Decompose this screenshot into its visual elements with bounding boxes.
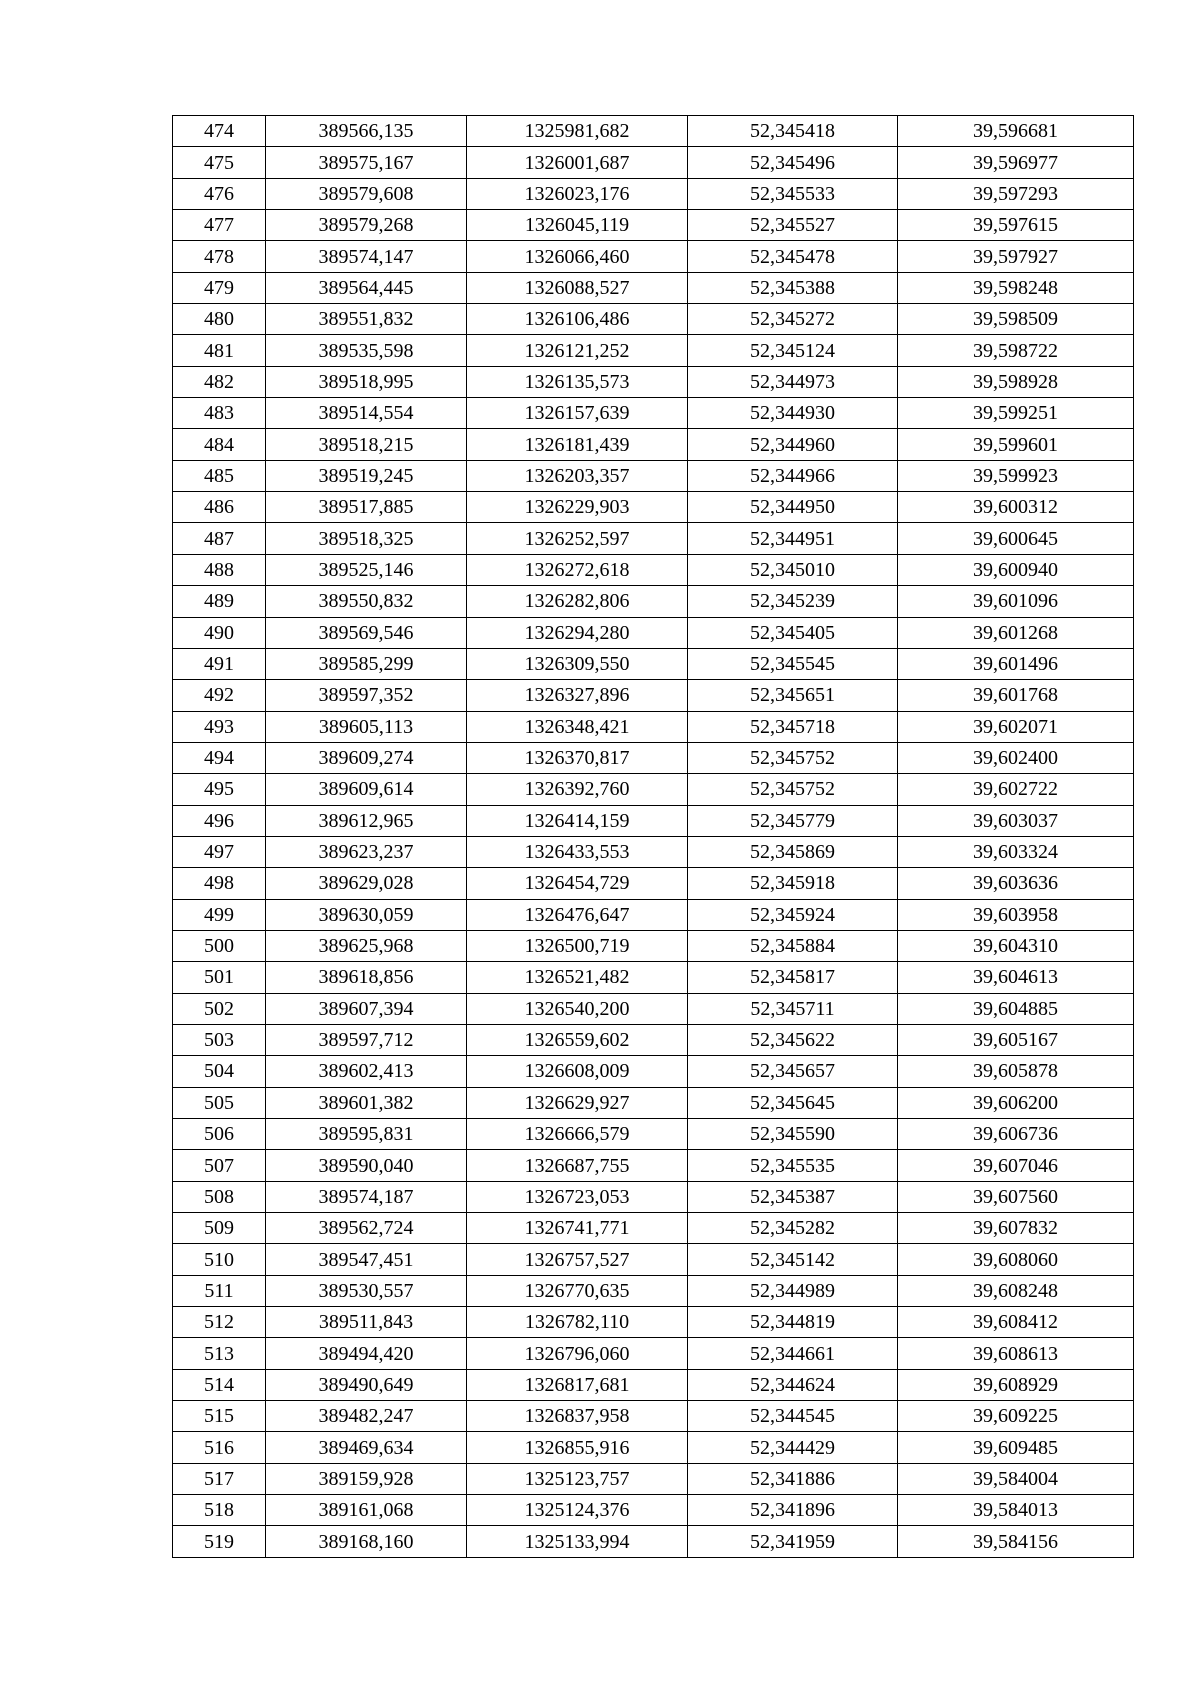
point-number-cell: 477 <box>173 210 266 241</box>
point-number-cell: 512 <box>173 1307 266 1338</box>
longitude-cell: 39,608248 <box>898 1275 1134 1306</box>
x-coordinate-cell: 389562,724 <box>266 1213 467 1244</box>
longitude-cell: 39,602722 <box>898 774 1134 805</box>
point-number-cell: 505 <box>173 1087 266 1118</box>
y-coordinate-cell: 1326855,916 <box>467 1432 688 1463</box>
longitude-cell: 39,606736 <box>898 1119 1134 1150</box>
coordinates-table-body <box>173 116 1134 1558</box>
table-row <box>173 523 1134 554</box>
latitude-cell: 52,345535 <box>688 1150 898 1181</box>
point-number-cell: 502 <box>173 993 266 1024</box>
table-row <box>173 868 1134 899</box>
x-coordinate-cell: 389564,445 <box>266 272 467 303</box>
latitude-cell: 52,341896 <box>688 1495 898 1526</box>
point-number-cell: 480 <box>173 304 266 335</box>
longitude-cell: 39,607832 <box>898 1213 1134 1244</box>
point-number-cell: 495 <box>173 774 266 805</box>
table-row <box>173 711 1134 742</box>
y-coordinate-cell: 1326666,579 <box>467 1119 688 1150</box>
point-number-cell: 497 <box>173 836 266 867</box>
x-coordinate-cell: 389590,040 <box>266 1150 467 1181</box>
y-coordinate-cell: 1326392,760 <box>467 774 688 805</box>
longitude-cell: 39,604885 <box>898 993 1134 1024</box>
longitude-cell: 39,599251 <box>898 398 1134 429</box>
table-row <box>173 1369 1134 1400</box>
table-row <box>173 617 1134 648</box>
point-number-cell: 496 <box>173 805 266 836</box>
latitude-cell: 52,344960 <box>688 429 898 460</box>
longitude-cell: 39,604310 <box>898 930 1134 961</box>
x-coordinate-cell: 389579,608 <box>266 178 467 209</box>
y-coordinate-cell: 1326282,806 <box>467 586 688 617</box>
y-coordinate-cell: 1326088,527 <box>467 272 688 303</box>
point-number-cell: 485 <box>173 460 266 491</box>
x-coordinate-cell: 389609,274 <box>266 742 467 773</box>
longitude-cell: 39,599601 <box>898 429 1134 460</box>
longitude-cell: 39,603636 <box>898 868 1134 899</box>
table-row <box>173 680 1134 711</box>
longitude-cell: 39,584156 <box>898 1526 1134 1557</box>
y-coordinate-cell: 1326121,252 <box>467 335 688 366</box>
y-coordinate-cell: 1326045,119 <box>467 210 688 241</box>
longitude-cell: 39,609225 <box>898 1401 1134 1432</box>
x-coordinate-cell: 389595,831 <box>266 1119 467 1150</box>
table-row <box>173 116 1134 147</box>
x-coordinate-cell: 389518,215 <box>266 429 467 460</box>
table-row <box>173 1181 1134 1212</box>
point-number-cell: 482 <box>173 366 266 397</box>
longitude-cell: 39,608613 <box>898 1338 1134 1369</box>
latitude-cell: 52,344429 <box>688 1432 898 1463</box>
latitude-cell: 52,345282 <box>688 1213 898 1244</box>
longitude-cell: 39,596681 <box>898 116 1134 147</box>
y-coordinate-cell: 1326203,357 <box>467 460 688 491</box>
latitude-cell: 52,344545 <box>688 1401 898 1432</box>
y-coordinate-cell: 1326559,602 <box>467 1024 688 1055</box>
longitude-cell: 39,603037 <box>898 805 1134 836</box>
x-coordinate-cell: 389618,856 <box>266 962 467 993</box>
table-row <box>173 272 1134 303</box>
y-coordinate-cell: 1326741,771 <box>467 1213 688 1244</box>
x-coordinate-cell: 389630,059 <box>266 899 467 930</box>
table-row <box>173 1338 1134 1369</box>
latitude-cell: 52,344624 <box>688 1369 898 1400</box>
table-row <box>173 1213 1134 1244</box>
longitude-cell: 39,598928 <box>898 366 1134 397</box>
x-coordinate-cell: 389574,187 <box>266 1181 467 1212</box>
longitude-cell: 39,600645 <box>898 523 1134 554</box>
table-row <box>173 899 1134 930</box>
longitude-cell: 39,599923 <box>898 460 1134 491</box>
table-row <box>173 492 1134 523</box>
point-number-cell: 491 <box>173 648 266 679</box>
point-number-cell: 493 <box>173 711 266 742</box>
y-coordinate-cell: 1326272,618 <box>467 554 688 585</box>
x-coordinate-cell: 389518,995 <box>266 366 467 397</box>
point-number-cell: 483 <box>173 398 266 429</box>
table-row <box>173 648 1134 679</box>
latitude-cell: 52,345527 <box>688 210 898 241</box>
point-number-cell: 506 <box>173 1119 266 1150</box>
point-number-cell: 479 <box>173 272 266 303</box>
y-coordinate-cell: 1326181,439 <box>467 429 688 460</box>
longitude-cell: 39,584004 <box>898 1463 1134 1494</box>
table-row <box>173 1119 1134 1150</box>
point-number-cell: 513 <box>173 1338 266 1369</box>
x-coordinate-cell: 389623,237 <box>266 836 467 867</box>
table-row <box>173 1056 1134 1087</box>
latitude-cell: 52,345869 <box>688 836 898 867</box>
x-coordinate-cell: 389569,546 <box>266 617 467 648</box>
longitude-cell: 39,601496 <box>898 648 1134 679</box>
latitude-cell: 52,345545 <box>688 648 898 679</box>
y-coordinate-cell: 1326757,527 <box>467 1244 688 1275</box>
longitude-cell: 39,606200 <box>898 1087 1134 1118</box>
latitude-cell: 52,345387 <box>688 1181 898 1212</box>
y-coordinate-cell: 1326454,729 <box>467 868 688 899</box>
point-number-cell: 474 <box>173 116 266 147</box>
longitude-cell: 39,602071 <box>898 711 1134 742</box>
y-coordinate-cell: 1326229,903 <box>467 492 688 523</box>
y-coordinate-cell: 1326135,573 <box>467 366 688 397</box>
table-row <box>173 241 1134 272</box>
longitude-cell: 39,597293 <box>898 178 1134 209</box>
x-coordinate-cell: 389159,928 <box>266 1463 467 1494</box>
y-coordinate-cell: 1326837,958 <box>467 1401 688 1432</box>
point-number-cell: 475 <box>173 147 266 178</box>
x-coordinate-cell: 389551,832 <box>266 304 467 335</box>
longitude-cell: 39,607560 <box>898 1181 1134 1212</box>
y-coordinate-cell: 1326500,719 <box>467 930 688 961</box>
x-coordinate-cell: 389490,649 <box>266 1369 467 1400</box>
x-coordinate-cell: 389601,382 <box>266 1087 467 1118</box>
y-coordinate-cell: 1326252,597 <box>467 523 688 554</box>
longitude-cell: 39,601768 <box>898 680 1134 711</box>
y-coordinate-cell: 1326433,553 <box>467 836 688 867</box>
y-coordinate-cell: 1326348,421 <box>467 711 688 742</box>
point-number-cell: 515 <box>173 1401 266 1432</box>
x-coordinate-cell: 389597,352 <box>266 680 467 711</box>
point-number-cell: 499 <box>173 899 266 930</box>
x-coordinate-cell: 389609,614 <box>266 774 467 805</box>
x-coordinate-cell: 389602,413 <box>266 1056 467 1087</box>
table-row <box>173 586 1134 617</box>
latitude-cell: 52,345388 <box>688 272 898 303</box>
x-coordinate-cell: 389161,068 <box>266 1495 467 1526</box>
table-row <box>173 836 1134 867</box>
y-coordinate-cell: 1326066,460 <box>467 241 688 272</box>
y-coordinate-cell: 1326629,927 <box>467 1087 688 1118</box>
y-coordinate-cell: 1326687,755 <box>467 1150 688 1181</box>
point-number-cell: 486 <box>173 492 266 523</box>
latitude-cell: 52,345718 <box>688 711 898 742</box>
x-coordinate-cell: 389629,028 <box>266 868 467 899</box>
longitude-cell: 39,598248 <box>898 272 1134 303</box>
point-number-cell: 503 <box>173 1024 266 1055</box>
y-coordinate-cell: 1326294,280 <box>467 617 688 648</box>
latitude-cell: 52,344973 <box>688 366 898 397</box>
y-coordinate-cell: 1326782,110 <box>467 1307 688 1338</box>
longitude-cell: 39,596977 <box>898 147 1134 178</box>
longitude-cell: 39,598509 <box>898 304 1134 335</box>
latitude-cell: 52,344950 <box>688 492 898 523</box>
x-coordinate-cell: 389547,451 <box>266 1244 467 1275</box>
y-coordinate-cell: 1325123,757 <box>467 1463 688 1494</box>
point-number-cell: 487 <box>173 523 266 554</box>
point-number-cell: 507 <box>173 1150 266 1181</box>
latitude-cell: 52,344930 <box>688 398 898 429</box>
point-number-cell: 476 <box>173 178 266 209</box>
longitude-cell: 39,609485 <box>898 1432 1134 1463</box>
latitude-cell: 52,344966 <box>688 460 898 491</box>
x-coordinate-cell: 389607,394 <box>266 993 467 1024</box>
x-coordinate-cell: 389535,598 <box>266 335 467 366</box>
longitude-cell: 39,605878 <box>898 1056 1134 1087</box>
table-row <box>173 1275 1134 1306</box>
y-coordinate-cell: 1326770,635 <box>467 1275 688 1306</box>
point-number-cell: 508 <box>173 1181 266 1212</box>
longitude-cell: 39,597615 <box>898 210 1134 241</box>
latitude-cell: 52,345622 <box>688 1024 898 1055</box>
latitude-cell: 52,345124 <box>688 335 898 366</box>
table-row <box>173 1401 1134 1432</box>
y-coordinate-cell: 1326001,687 <box>467 147 688 178</box>
table-row <box>173 178 1134 209</box>
y-coordinate-cell: 1326023,176 <box>467 178 688 209</box>
table-row <box>173 210 1134 241</box>
longitude-cell: 39,602400 <box>898 742 1134 773</box>
table-row <box>173 147 1134 178</box>
longitude-cell: 39,604613 <box>898 962 1134 993</box>
longitude-cell: 39,603324 <box>898 836 1134 867</box>
point-number-cell: 510 <box>173 1244 266 1275</box>
y-coordinate-cell: 1326817,681 <box>467 1369 688 1400</box>
latitude-cell: 52,345918 <box>688 868 898 899</box>
y-coordinate-cell: 1326309,550 <box>467 648 688 679</box>
latitude-cell: 52,345817 <box>688 962 898 993</box>
point-number-cell: 509 <box>173 1213 266 1244</box>
latitude-cell: 52,345884 <box>688 930 898 961</box>
x-coordinate-cell: 389519,245 <box>266 460 467 491</box>
table-row <box>173 742 1134 773</box>
table-row <box>173 460 1134 491</box>
latitude-cell: 52,345752 <box>688 774 898 805</box>
table-row <box>173 930 1134 961</box>
latitude-cell: 52,344951 <box>688 523 898 554</box>
x-coordinate-cell: 389514,554 <box>266 398 467 429</box>
table-row <box>173 335 1134 366</box>
x-coordinate-cell: 389585,299 <box>266 648 467 679</box>
point-number-cell: 478 <box>173 241 266 272</box>
longitude-cell: 39,605167 <box>898 1024 1134 1055</box>
x-coordinate-cell: 389525,146 <box>266 554 467 585</box>
latitude-cell: 52,345651 <box>688 680 898 711</box>
latitude-cell: 52,344819 <box>688 1307 898 1338</box>
latitude-cell: 52,345779 <box>688 805 898 836</box>
point-number-cell: 494 <box>173 742 266 773</box>
y-coordinate-cell: 1326476,647 <box>467 899 688 930</box>
table-row <box>173 1526 1134 1557</box>
y-coordinate-cell: 1325124,376 <box>467 1495 688 1526</box>
y-coordinate-cell: 1326106,486 <box>467 304 688 335</box>
table-row <box>173 993 1134 1024</box>
point-number-cell: 484 <box>173 429 266 460</box>
longitude-cell: 39,598722 <box>898 335 1134 366</box>
latitude-cell: 52,345418 <box>688 116 898 147</box>
table-row <box>173 1432 1134 1463</box>
x-coordinate-cell: 389494,420 <box>266 1338 467 1369</box>
table-row <box>173 805 1134 836</box>
table-row <box>173 304 1134 335</box>
latitude-cell: 52,345272 <box>688 304 898 335</box>
table-row <box>173 1087 1134 1118</box>
longitude-cell: 39,600940 <box>898 554 1134 585</box>
table-row <box>173 1495 1134 1526</box>
point-number-cell: 481 <box>173 335 266 366</box>
table-row <box>173 366 1134 397</box>
point-number-cell: 516 <box>173 1432 266 1463</box>
latitude-cell: 52,345752 <box>688 742 898 773</box>
table-row <box>173 1307 1134 1338</box>
longitude-cell: 39,607046 <box>898 1150 1134 1181</box>
x-coordinate-cell: 389612,965 <box>266 805 467 836</box>
point-number-cell: 492 <box>173 680 266 711</box>
latitude-cell: 52,345590 <box>688 1119 898 1150</box>
y-coordinate-cell: 1325981,682 <box>467 116 688 147</box>
table-row <box>173 398 1134 429</box>
y-coordinate-cell: 1325133,994 <box>467 1526 688 1557</box>
longitude-cell: 39,608412 <box>898 1307 1134 1338</box>
latitude-cell: 52,345533 <box>688 178 898 209</box>
x-coordinate-cell: 389168,160 <box>266 1526 467 1557</box>
table-row <box>173 962 1134 993</box>
point-number-cell: 517 <box>173 1463 266 1494</box>
longitude-cell: 39,601096 <box>898 586 1134 617</box>
latitude-cell: 52,345405 <box>688 617 898 648</box>
table-row <box>173 1150 1134 1181</box>
longitude-cell: 39,608929 <box>898 1369 1134 1400</box>
x-coordinate-cell: 389550,832 <box>266 586 467 617</box>
point-number-cell: 519 <box>173 1526 266 1557</box>
coordinates-table <box>172 115 1134 1558</box>
x-coordinate-cell: 389469,634 <box>266 1432 467 1463</box>
y-coordinate-cell: 1326608,009 <box>467 1056 688 1087</box>
point-number-cell: 518 <box>173 1495 266 1526</box>
x-coordinate-cell: 389566,135 <box>266 116 467 147</box>
y-coordinate-cell: 1326796,060 <box>467 1338 688 1369</box>
longitude-cell: 39,584013 <box>898 1495 1134 1526</box>
latitude-cell: 52,345645 <box>688 1087 898 1118</box>
latitude-cell: 52,345496 <box>688 147 898 178</box>
latitude-cell: 52,345924 <box>688 899 898 930</box>
point-number-cell: 504 <box>173 1056 266 1087</box>
latitude-cell: 52,345010 <box>688 554 898 585</box>
x-coordinate-cell: 389579,268 <box>266 210 467 241</box>
x-coordinate-cell: 389511,843 <box>266 1307 467 1338</box>
point-number-cell: 498 <box>173 868 266 899</box>
x-coordinate-cell: 389575,167 <box>266 147 467 178</box>
longitude-cell: 39,601268 <box>898 617 1134 648</box>
table-row <box>173 554 1134 585</box>
y-coordinate-cell: 1326370,817 <box>467 742 688 773</box>
table-row <box>173 1024 1134 1055</box>
latitude-cell: 52,345239 <box>688 586 898 617</box>
y-coordinate-cell: 1326723,053 <box>467 1181 688 1212</box>
y-coordinate-cell: 1326540,200 <box>467 993 688 1024</box>
latitude-cell: 52,345142 <box>688 1244 898 1275</box>
y-coordinate-cell: 1326414,159 <box>467 805 688 836</box>
longitude-cell: 39,597927 <box>898 241 1134 272</box>
longitude-cell: 39,603958 <box>898 899 1134 930</box>
x-coordinate-cell: 389597,712 <box>266 1024 467 1055</box>
longitude-cell: 39,608060 <box>898 1244 1134 1275</box>
x-coordinate-cell: 389530,557 <box>266 1275 467 1306</box>
y-coordinate-cell: 1326327,896 <box>467 680 688 711</box>
latitude-cell: 52,345711 <box>688 993 898 1024</box>
point-number-cell: 489 <box>173 586 266 617</box>
table-row <box>173 1244 1134 1275</box>
longitude-cell: 39,600312 <box>898 492 1134 523</box>
point-number-cell: 501 <box>173 962 266 993</box>
table-row <box>173 429 1134 460</box>
point-number-cell: 490 <box>173 617 266 648</box>
x-coordinate-cell: 389574,147 <box>266 241 467 272</box>
y-coordinate-cell: 1326157,639 <box>467 398 688 429</box>
x-coordinate-cell: 389605,113 <box>266 711 467 742</box>
latitude-cell: 52,341959 <box>688 1526 898 1557</box>
x-coordinate-cell: 389625,968 <box>266 930 467 961</box>
latitude-cell: 52,345478 <box>688 241 898 272</box>
latitude-cell: 52,341886 <box>688 1463 898 1494</box>
latitude-cell: 52,345657 <box>688 1056 898 1087</box>
point-number-cell: 514 <box>173 1369 266 1400</box>
latitude-cell: 52,344661 <box>688 1338 898 1369</box>
table-row <box>173 774 1134 805</box>
point-number-cell: 488 <box>173 554 266 585</box>
latitude-cell: 52,344989 <box>688 1275 898 1306</box>
x-coordinate-cell: 389517,885 <box>266 492 467 523</box>
point-number-cell: 500 <box>173 930 266 961</box>
x-coordinate-cell: 389518,325 <box>266 523 467 554</box>
x-coordinate-cell: 389482,247 <box>266 1401 467 1432</box>
y-coordinate-cell: 1326521,482 <box>467 962 688 993</box>
point-number-cell: 511 <box>173 1275 266 1306</box>
table-row <box>173 1463 1134 1494</box>
